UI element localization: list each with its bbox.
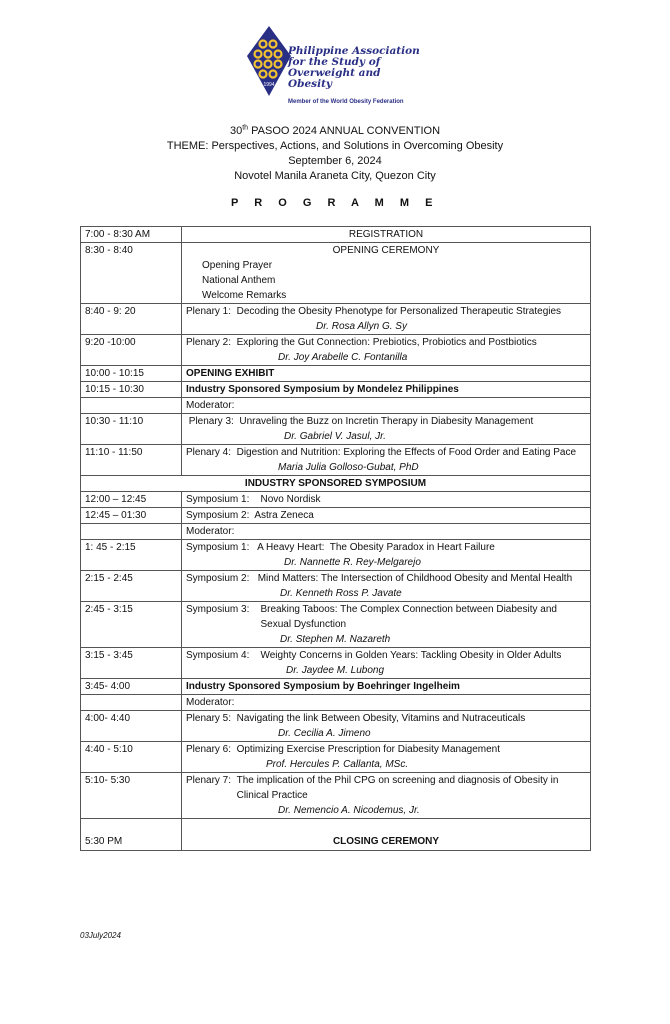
event-cell <box>182 773 591 819</box>
section-heading: INDUSTRY SPONSORED SYMPOSIUM <box>81 476 591 492</box>
table-row <box>81 304 591 335</box>
event-cell <box>182 602 591 648</box>
speaker-name: Dr. Gabriel V. Jasul, Jr. <box>284 431 386 442</box>
table-row <box>81 476 591 492</box>
speaker-name: Dr. Cecilia A. Jimeno <box>278 728 371 739</box>
table-row <box>81 382 591 398</box>
session-title: Plenary 3: Unraveling the Buzz on Incretin Therapy in Diabesity Management <box>186 416 534 427</box>
time-cell: 12:45 – 01:30 <box>81 508 182 524</box>
table-row <box>81 492 591 508</box>
time-cell: 2:45 - 3:15 <box>81 602 182 648</box>
table-row <box>81 227 591 243</box>
table-row <box>81 335 591 366</box>
speaker-name: Dr. Stephen M. Nazareth <box>280 634 391 645</box>
list-item: Opening Prayer <box>202 260 273 271</box>
table-row <box>81 711 591 742</box>
programme-table <box>80 226 591 851</box>
org-membership: Member of the World Obesity Federation <box>288 99 404 105</box>
time-cell <box>81 695 182 711</box>
edition-number: 30 <box>229 125 243 137</box>
convention-name: PASOO 2024 ANNUAL CONVENTION <box>248 125 441 137</box>
event-cell <box>182 445 591 476</box>
speaker-name: Prof. Hercules P. Callanta, MSc. <box>266 759 409 770</box>
table-row <box>81 243 591 304</box>
org-name-line3: Overweight and Obesity <box>288 67 381 90</box>
convention-theme: THEME: Perspectives, Actions, and Solutions in Overcoming Obesity <box>166 140 504 152</box>
org-name <box>288 46 427 90</box>
time-cell: 4:40 - 5:10 <box>81 742 182 773</box>
convention-venue: Novotel Manila Araneta City, Quezon City <box>234 170 436 182</box>
session-title: Plenary 6: Optimizing Exercise Prescription for Diabesity Management <box>186 744 501 755</box>
event-cell: CLOSING CEREMONY <box>182 819 591 851</box>
session-label: Plenary 5: <box>186 713 237 724</box>
time-cell: 3:15 - 3:45 <box>81 648 182 679</box>
table-row <box>81 773 591 819</box>
time-cell: 5:10- 5:30 <box>81 773 182 819</box>
event-cell: REGISTRATION <box>182 227 591 243</box>
pasoo-logo <box>247 26 427 110</box>
session-label: Plenary 4: <box>186 447 237 458</box>
session-label: Symposium 2: <box>186 573 258 584</box>
speaker-name: Dr. Jaydee M. Lubong <box>286 665 385 676</box>
time-cell: 4:00- 4:40 <box>81 711 182 742</box>
event-cell <box>182 335 591 366</box>
table-row <box>81 524 591 540</box>
event-cell: Symposium 2: Astra Zeneca <box>182 508 591 524</box>
session-title: Exploring the Gut Connection: Prebiotics, Probiotics and Postbiotics <box>236 337 537 348</box>
time-cell: 8:40 - 9: 20 <box>81 304 182 335</box>
table-row <box>81 508 591 524</box>
convention-date: September 6, 2024 <box>288 155 382 167</box>
org-name-line2: for the Study of <box>288 56 381 68</box>
event-cell: OPENING EXHIBIT <box>182 366 591 382</box>
event-cell <box>182 571 591 602</box>
event-cell: Industry Sponsored Symposium by Mondelez Philippines <box>182 382 591 398</box>
event-cell: Industry Sponsored Symposium by Boehringer Ingelheim <box>182 679 591 695</box>
ceremony-list <box>186 258 586 303</box>
event-cell <box>182 414 591 445</box>
event-title: OPENING CEREMONY <box>332 245 440 256</box>
table-row <box>81 602 591 648</box>
session-title: Navigating the link Between Obesity, Vitamins and Nutraceuticals <box>236 713 526 724</box>
list-item: Welcome Remarks <box>202 290 287 301</box>
table-row <box>81 819 591 851</box>
edition-suffix: th <box>242 124 249 132</box>
session-title: Weighty Concerns in Golden Years: Tackling Obesity in Older Adults <box>260 650 562 661</box>
table-row <box>81 445 591 476</box>
session-title: Digestion and Nutrition: Exploring the Effects of Food Order and Eating Pace <box>236 447 577 458</box>
event-cell: Moderator: <box>182 695 591 711</box>
org-name-line1: Philippine Association <box>288 45 420 57</box>
time-cell: 10:30 - 11:10 <box>81 414 182 445</box>
time-cell: 10:00 - 10:15 <box>81 366 182 382</box>
event-cell <box>182 648 591 679</box>
time-cell: 5:30 PM <box>81 819 182 851</box>
document-date: 03July2024 <box>80 931 121 940</box>
speaker-name: Dr. Rosa Allyn G. Sy <box>316 321 407 332</box>
time-cell: 12:00 – 12:45 <box>81 492 182 508</box>
time-cell: 11:10 - 11:50 <box>81 445 182 476</box>
speaker-name: Dr. Joy Arabelle C. Fontanilla <box>278 352 408 363</box>
event-cell <box>182 711 591 742</box>
logo-year: 1994 <box>263 82 275 88</box>
event-cell <box>182 540 591 571</box>
session-title: Decoding the Obesity Phenotype for Personalized Therapeutic Strategies <box>236 306 562 317</box>
table-row <box>81 414 591 445</box>
diamond-emblem-icon <box>247 26 291 98</box>
time-cell: 10:15 - 10:30 <box>81 382 182 398</box>
convention-header <box>0 124 670 184</box>
table-row <box>81 695 591 711</box>
session-title: Breaking Taboos: The Complex Connection between Diabesity and Sexual Dysfunction <box>260 604 557 630</box>
event-cell <box>182 742 591 773</box>
event-cell: Symposium 1: Novo Nordisk <box>182 492 591 508</box>
event-cell <box>182 304 591 335</box>
session-label: Plenary 7: <box>186 775 237 786</box>
time-cell: 7:00 - 8:30 AM <box>81 227 182 243</box>
speaker-name: Dr. Nemencio A. Nicodemus, Jr. <box>278 805 420 816</box>
table-row <box>81 540 591 571</box>
table-row <box>81 366 591 382</box>
speaker-name: Maria Julia Golloso-Gubat, PhD <box>278 462 419 473</box>
session-title: Mind Matters: The Intersection of Childhood Obesity and Mental Health <box>257 573 573 584</box>
table-row <box>81 679 591 695</box>
convention-title <box>0 124 670 139</box>
event-cell: Moderator: <box>182 398 591 414</box>
time-cell: 3:45- 4:00 <box>81 679 182 695</box>
event-cell: Moderator: <box>182 524 591 540</box>
table-row <box>81 742 591 773</box>
speaker-name: Dr. Nannette R. Rey-Melgarejo <box>284 557 421 568</box>
table-row <box>81 648 591 679</box>
time-cell <box>81 398 182 414</box>
session-label: Plenary 1: <box>186 306 237 317</box>
speaker-name: Dr. Kenneth Ross P. Javate <box>280 588 402 599</box>
session-label: Symposium 4: <box>186 650 261 661</box>
time-cell: 1: 45 - 2:15 <box>81 540 182 571</box>
session-label: Plenary 2: <box>186 337 237 348</box>
time-cell: 2:15 - 2:45 <box>81 571 182 602</box>
time-cell <box>81 524 182 540</box>
event-cell <box>182 243 591 304</box>
list-item: National Anthem <box>202 275 276 286</box>
time-cell: 8:30 - 8:40 <box>81 243 182 304</box>
session-title: Symposium 1: A Heavy Heart: The Obesity Paradox in Heart Failure <box>186 542 495 553</box>
table-row <box>81 571 591 602</box>
time-cell: 9:20 -10:00 <box>81 335 182 366</box>
table-row <box>81 398 591 414</box>
session-label: Symposium 3: <box>186 604 261 615</box>
session-title: The implication of the Phil CPG on screening and diagnosis of Obesity in Clinical Practice <box>236 775 559 801</box>
programme-title: P R O G R A M M E <box>231 197 439 209</box>
